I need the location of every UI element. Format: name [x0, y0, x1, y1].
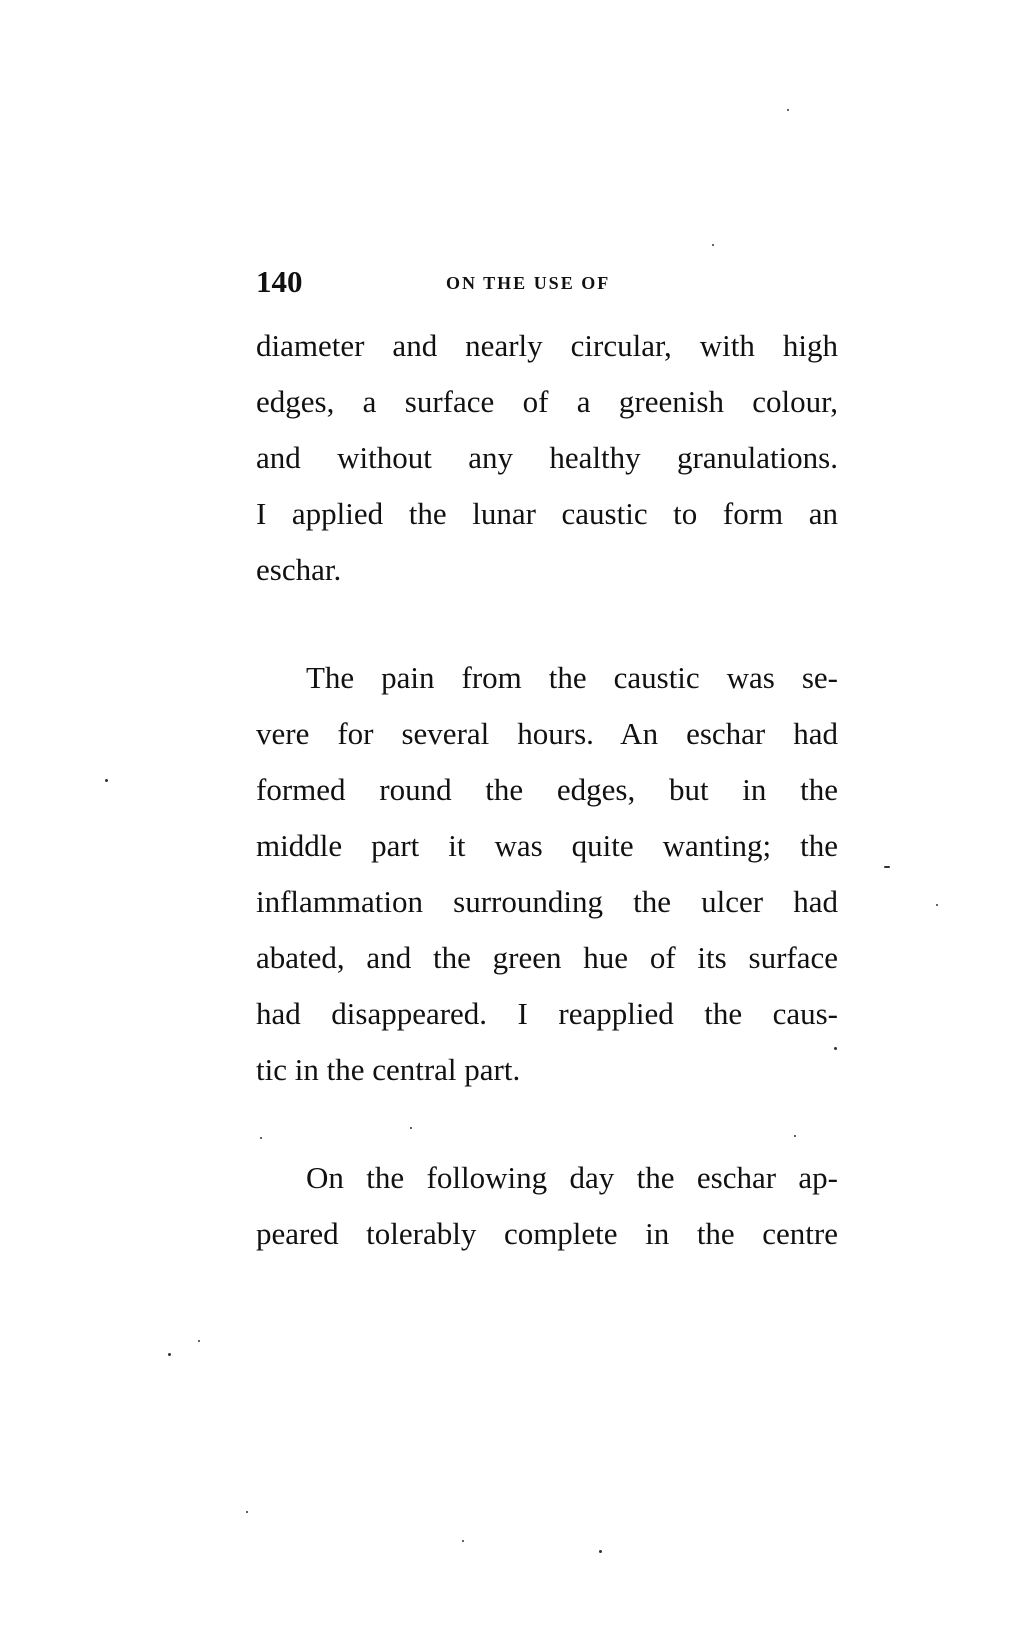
text-line: tic in the central part. [256, 1052, 521, 1087]
page-header [256, 262, 836, 302]
running-head: ON THE USE OF [446, 273, 611, 293]
scan-speck [260, 1137, 262, 1139]
scan-speck [712, 244, 714, 246]
text-line: and without any healthy granulations. [256, 440, 838, 475]
text-line: formed round the edges, but in the [256, 772, 838, 807]
paragraph-gap [256, 1098, 838, 1150]
scan-speck [787, 109, 789, 111]
text-line: edges, a surface of a greenish colour, [256, 384, 838, 419]
paragraph-2 [256, 650, 838, 1098]
scan-speck [246, 1511, 248, 1513]
scan-speck [462, 1540, 464, 1542]
text-line: middle part it was quite wanting; the [256, 828, 838, 863]
scan-speck [105, 779, 108, 782]
scan-speck [834, 1047, 837, 1050]
text-line: On the following day the eschar ap- [306, 1160, 838, 1195]
text-line: abated, and the green hue of its surface [256, 940, 838, 975]
text-line: eschar. [256, 552, 342, 587]
body-text [256, 318, 838, 1262]
scan-speck [884, 866, 890, 868]
scan-speck [936, 904, 938, 906]
paragraph-gap [256, 598, 838, 650]
scan-speck [794, 1135, 796, 1137]
text-line: had disappeared. I reapplied the caus- [256, 996, 838, 1031]
scan-speck [168, 1353, 171, 1356]
text-line: The pain from the caustic was se- [306, 660, 838, 695]
text-line: vere for several hours. An eschar had [256, 716, 838, 751]
page-number: 140 [256, 264, 303, 299]
scan-speck [599, 1550, 602, 1553]
scan-speck [198, 1340, 200, 1342]
text-line: diameter and nearly circular, with high [256, 328, 838, 363]
text-line: peared tolerably complete in the centre [256, 1216, 838, 1251]
paragraph-1 [256, 318, 838, 598]
scan-speck [410, 1127, 412, 1129]
paragraph-3 [256, 1150, 838, 1262]
text-line: inflammation surrounding the ulcer had [256, 884, 838, 919]
text-line: I applied the lunar caustic to form an [256, 496, 838, 531]
